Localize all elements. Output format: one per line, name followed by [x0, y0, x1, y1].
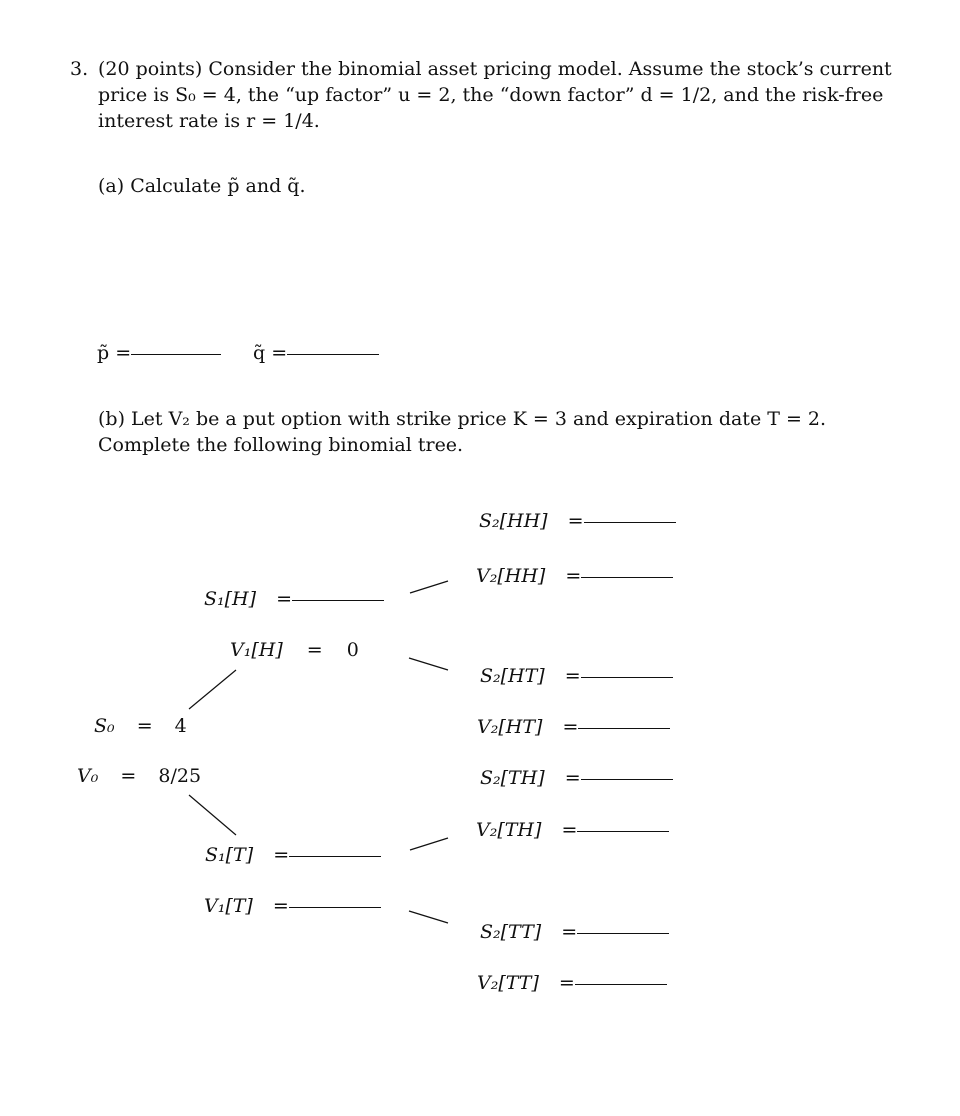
s2th-blank[interactable] — [581, 779, 673, 780]
problem-intro: Consider the binomial asset pricing model. Assume the stock’s current price is S₀ = 4, the “up factor” u = 2, the “down factor” d = 1/2, and the risk-free interest rate is r = 1/4. — [98, 58, 892, 132]
s0-value: 4 — [174, 715, 187, 737]
s1h-equals: = — [276, 588, 292, 610]
node-s0 — [94, 715, 187, 737]
node-s2ht — [480, 665, 673, 687]
part-b-prompt: (b) Let V₂ be a put option with strike price K = 3 and expiration date T = 2. Complete the following binomial tree. — [98, 408, 827, 456]
v1h-label: V₁[H] — [230, 639, 283, 661]
v1t-label: V₁[T] — [204, 895, 253, 917]
v1h-equals: = — [306, 639, 323, 661]
s2ht-equals: = — [564, 665, 581, 687]
v2ht-equals: = — [562, 716, 579, 738]
s2th-label: S₂[TH] — [480, 767, 545, 789]
v2ht-blank[interactable] — [578, 728, 670, 729]
v2ht-label: V₂[HT] — [477, 716, 543, 738]
s1t-blank[interactable] — [289, 856, 381, 857]
v0-label: V₀ — [77, 765, 99, 787]
v2tt-label: V₂[TT] — [477, 972, 539, 994]
edge-s0-to-s1h — [189, 670, 236, 709]
node-v0 — [77, 765, 201, 787]
s0-label: S₀ — [94, 715, 115, 737]
edge-s1t-to-s2th — [410, 838, 448, 850]
problem-number: 3. — [70, 58, 89, 80]
v2th-label: V₂[TH] — [476, 819, 542, 841]
s2tt-blank[interactable] — [577, 933, 669, 934]
v2th-blank[interactable] — [577, 831, 669, 832]
v1h-value: 0 — [346, 639, 359, 661]
node-v1h — [230, 639, 359, 661]
s1h-label: S₁[H] — [204, 588, 257, 610]
edge-s0-to-s1t — [189, 795, 236, 835]
v2hh-label: V₂[HH] — [476, 565, 546, 587]
node-v2ht — [477, 716, 670, 738]
v2tt-equals: = — [558, 972, 575, 994]
edge-s1t-to-s2tt — [409, 911, 448, 923]
s1t-equals: = — [273, 844, 290, 866]
v2tt-blank[interactable] — [575, 984, 667, 985]
s2ht-blank[interactable] — [581, 677, 673, 678]
s2ht-label: S₂[HT] — [480, 665, 545, 687]
s2th-equals: = — [564, 767, 581, 789]
node-v1t — [204, 895, 381, 917]
v2hh-equals: = — [565, 565, 582, 587]
s0-equals: = — [136, 715, 153, 737]
node-v2th — [476, 819, 669, 841]
s2tt-label: S₂[TT] — [480, 921, 542, 943]
edge-s1h-to-s2hh — [410, 581, 448, 593]
edge-s1h-to-s2ht — [409, 658, 448, 670]
part-a-prompt: (a) Calculate p̃ and q̃. — [98, 175, 306, 197]
s2hh-label: S₂[HH] — [479, 510, 548, 532]
node-s2hh — [479, 510, 676, 532]
s1t-label: S₁[T] — [205, 844, 254, 866]
problem-points: (20 points) — [98, 58, 203, 80]
s1h-blank[interactable] — [292, 600, 384, 601]
q-tilde-label: q̃ = — [253, 342, 288, 364]
node-s2tt — [480, 921, 669, 943]
s2hh-blank[interactable] — [584, 522, 676, 523]
node-s1h — [204, 588, 384, 610]
v0-equals: = — [120, 765, 137, 787]
v2th-equals: = — [561, 819, 578, 841]
s2tt-equals: = — [561, 921, 578, 943]
v1t-blank[interactable] — [289, 907, 381, 908]
node-s2th — [480, 767, 673, 789]
node-s1t — [205, 844, 381, 866]
v2hh-blank[interactable] — [581, 577, 673, 578]
node-v2tt — [477, 972, 667, 994]
node-v2hh — [476, 565, 673, 587]
v1t-equals: = — [272, 895, 289, 917]
v0-value: 8/25 — [158, 765, 202, 787]
s2hh-equals: = — [567, 510, 584, 532]
p-tilde-label: p̃ = — [97, 342, 132, 364]
